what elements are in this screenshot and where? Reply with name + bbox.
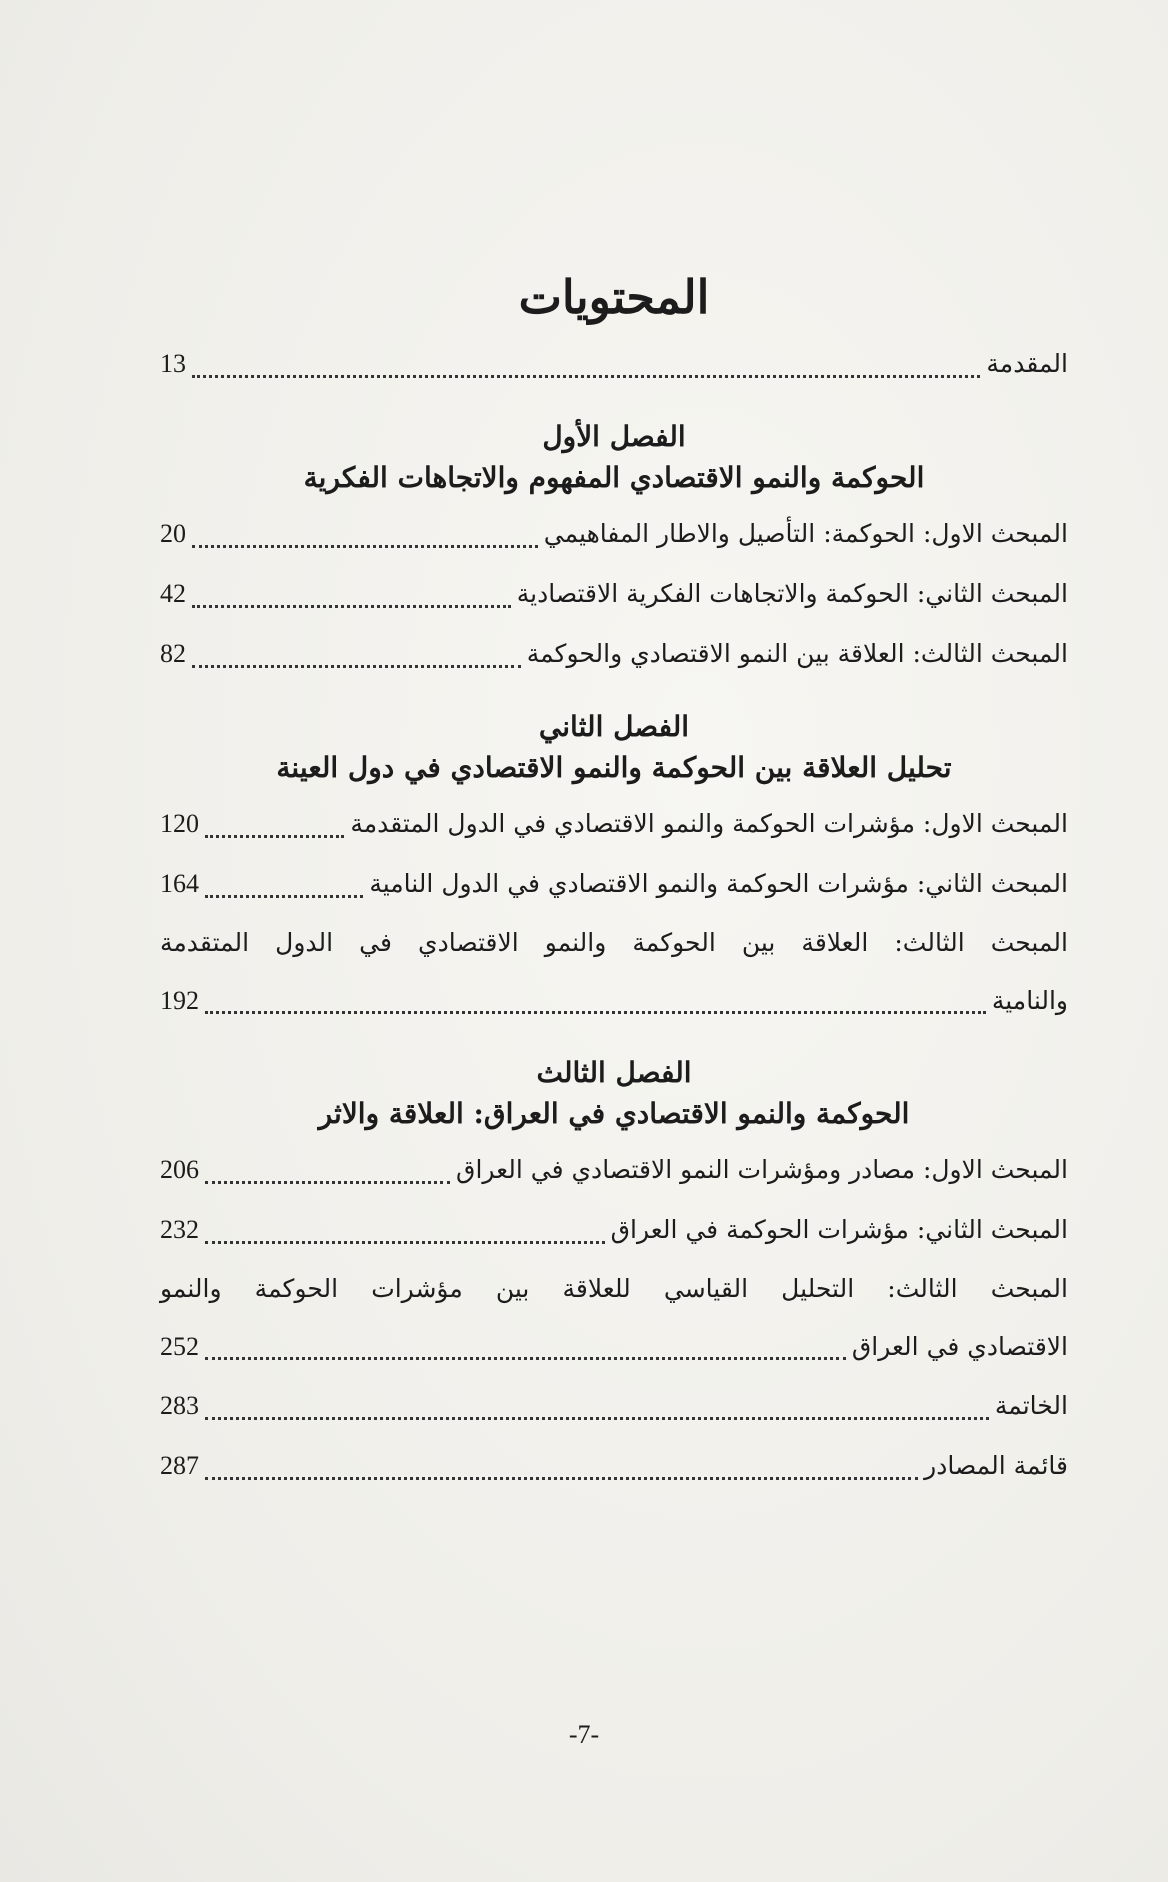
page-number: -7- <box>568 1720 600 1749</box>
chapter-title-3: الحوكمة والنمو الاقتصادي في العراق: العلاقة والاثر <box>318 1097 910 1130</box>
toc-entry-multiline[interactable] <box>160 1260 1068 1376</box>
dot-leader <box>192 375 980 378</box>
toc-entry-page: 82 <box>160 639 186 668</box>
toc-entry-references[interactable] <box>160 1436 1068 1496</box>
toc-entry-label-line2: والنامية <box>991 986 1068 1015</box>
dot-leader <box>192 605 511 608</box>
toc-entry[interactable] <box>160 504 1068 564</box>
toc-entry-page: 120 <box>160 809 199 838</box>
toc-entry-line2 <box>160 972 1068 1030</box>
toc-entry-label: المبحث الثاني: مؤشرات الحوكمة في العراق <box>610 1215 1068 1244</box>
toc-entry-page: 252 <box>160 1332 199 1361</box>
dot-leader <box>192 665 521 668</box>
dot-leader <box>205 1477 918 1480</box>
toc-entry-label-line2: الاقتصادي في العراق <box>851 1332 1068 1361</box>
toc-entry-intro[interactable] <box>160 334 1068 394</box>
toc-entry-page: 20 <box>160 519 186 548</box>
toc-entry-label: المبحث الثالث: العلاقة بين النمو الاقتصادي والحوكمة <box>526 639 1068 668</box>
dot-leader <box>205 1241 605 1244</box>
toc-entry-label: المبحث الاول: مؤشرات الحوكمة والنمو الاقتصادي في الدول المتقدمة <box>350 809 1068 838</box>
page-title: المحتويات <box>518 270 710 324</box>
chapter-title-1: الحوكمة والنمو الاقتصادي المفهوم والاتجاهات الفكرية <box>303 461 925 494</box>
toc-entry-page: 287 <box>160 1451 199 1480</box>
table-of-contents <box>160 270 1068 1496</box>
toc-entry[interactable] <box>160 564 1068 624</box>
toc-entry-label: المقدمة <box>986 349 1068 378</box>
dot-leader <box>205 835 344 838</box>
dot-leader <box>192 545 538 548</box>
toc-entry-page: 206 <box>160 1155 199 1184</box>
toc-entry-label: الخاتمة <box>994 1391 1068 1420</box>
toc-entry-line2 <box>160 1318 1068 1376</box>
toc-entry[interactable] <box>160 794 1068 854</box>
chapter-heading-2: الفصل الثاني <box>538 710 690 743</box>
chapter-heading-3: الفصل الثالث <box>536 1056 692 1089</box>
dot-leader <box>205 1417 989 1420</box>
dot-leader <box>205 1181 450 1184</box>
toc-entry[interactable] <box>160 624 1068 684</box>
toc-entry-page: 164 <box>160 869 199 898</box>
toc-entry-label-line1: المبحث الثالث: العلاقة بين الحوكمة والنمو الاقتصادي في الدول المتقدمة <box>160 928 1068 957</box>
toc-entry-label: المبحث الاول: الحوكمة: التأصيل والاطار المفاهيمي <box>543 519 1068 548</box>
toc-entry-page: 283 <box>160 1391 199 1420</box>
toc-entry-page: 13 <box>160 349 186 378</box>
toc-entry[interactable] <box>160 854 1068 914</box>
toc-entry-multiline[interactable] <box>160 914 1068 1030</box>
toc-entry-label: المبحث الثاني: الحوكمة والاتجاهات الفكرية الاقتصادية <box>516 579 1068 608</box>
toc-entry-label: المبحث الثاني: مؤشرات الحوكمة والنمو الاقتصادي في الدول النامية <box>369 869 1068 898</box>
toc-entry-page: 42 <box>160 579 186 608</box>
dot-leader <box>205 895 363 898</box>
toc-entry-label: المبحث الاول: مصادر ومؤشرات النمو الاقتصادي في العراق <box>456 1155 1068 1184</box>
dot-leader <box>205 1011 986 1014</box>
chapter-title-2: تحليل العلاقة بين الحوكمة والنمو الاقتصادي في دول العينة <box>276 751 952 784</box>
toc-entry-page: 192 <box>160 986 199 1015</box>
toc-entry[interactable] <box>160 1140 1068 1200</box>
toc-entry-label: قائمة المصادر <box>924 1451 1068 1480</box>
chapter-heading-1: الفصل الأول <box>542 420 686 453</box>
dot-leader <box>205 1357 846 1360</box>
toc-entry[interactable] <box>160 1200 1068 1260</box>
toc-entry-page: 232 <box>160 1215 199 1244</box>
toc-entry-conclusion[interactable] <box>160 1376 1068 1436</box>
toc-entry-label-line1: المبحث الثالث: التحليل القياسي للعلاقة بين مؤشرات الحوكمة والنمو <box>160 1274 1068 1303</box>
